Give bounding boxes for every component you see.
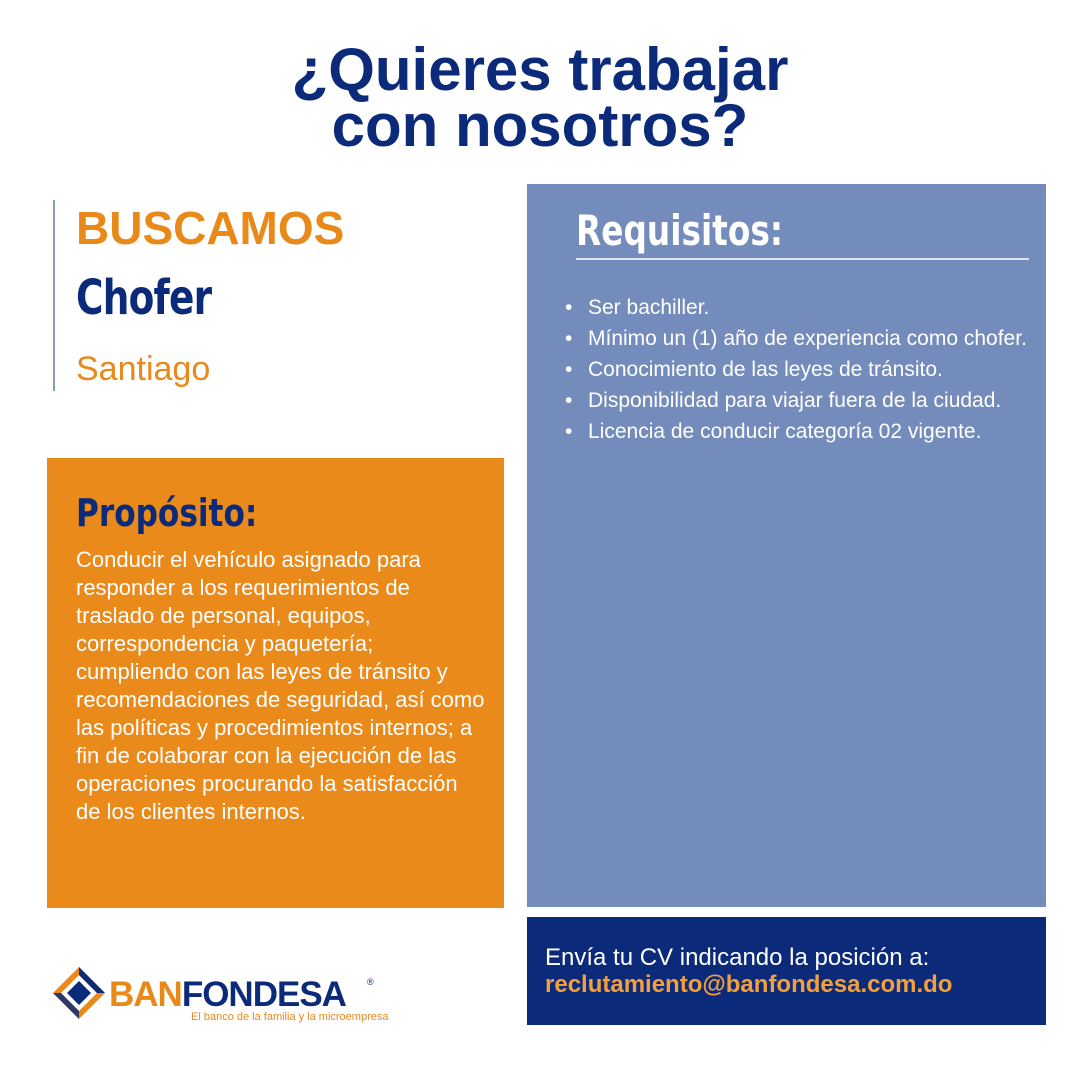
apply-label: Envía tu CV indicando la posición a: — [545, 944, 930, 971]
bullet-icon: • — [565, 389, 573, 412]
bullet-icon: • — [565, 420, 573, 443]
list-item — [565, 354, 1033, 385]
list-item — [565, 385, 1033, 416]
list-item — [565, 323, 1033, 354]
page-title — [0, 36, 1080, 159]
requirement-text: Licencia de conducir categoría 02 vigente. — [588, 420, 982, 443]
requirements-card — [527, 184, 1046, 907]
job-location: Santiago — [76, 350, 211, 388]
bullet-icon: • — [565, 358, 573, 381]
requirement-text: Conocimiento de las leyes de tránsito. — [588, 358, 943, 381]
apply-banner — [527, 917, 1046, 1025]
list-item — [565, 416, 1033, 447]
job-title: Chofer — [76, 270, 212, 326]
requirement-text: Disponibilidad para viajar fuera de la ciudad. — [588, 389, 1002, 412]
requirement-text: Ser bachiller. — [588, 296, 710, 319]
purpose-text: Conducir el vehículo asignado para responder a los requerimientos de traslado de personal, equipos, correspondencia y paquetería; cumpliendo con las leyes de tránsito y recomendaciones de seguridad, así como las políticas y procedimientos internos; a fin de colaborar con la ejecución de las operaciones procurando la satisfacción de los clientes internos. — [76, 547, 485, 824]
page-title-line2: con nosotros? — [331, 92, 749, 159]
bullet-icon: • — [565, 296, 573, 319]
purpose-card — [47, 458, 504, 908]
seeking-label: BUSCAMOS — [76, 202, 345, 254]
logo-tagline: El banco de la familia y la microempresa — [191, 1011, 389, 1023]
logo-part1: BAN — [109, 975, 182, 1014]
page-title-line1: ¿Quieres trabajar — [291, 36, 789, 103]
requirement-text: Mínimo un (1) año de experiencia como chofer. — [588, 327, 1027, 350]
requirements-underline — [576, 258, 1029, 260]
apply-email-link[interactable]: reclutamiento@banfondesa.com.do — [545, 971, 953, 998]
logo-wordmark — [109, 975, 346, 1015]
bullet-icon: • — [565, 327, 573, 350]
requirements-list — [565, 292, 1033, 447]
divider — [53, 200, 55, 391]
purpose-heading: Propósito: — [76, 491, 258, 535]
list-item — [565, 292, 1033, 323]
registered-mark: ® — [367, 977, 374, 987]
diamond-logo-icon — [53, 965, 109, 1023]
banfondesa-logo — [53, 963, 389, 1027]
logo-part2: FONDESA — [181, 975, 346, 1014]
requirements-heading: Requisitos: — [576, 206, 783, 255]
